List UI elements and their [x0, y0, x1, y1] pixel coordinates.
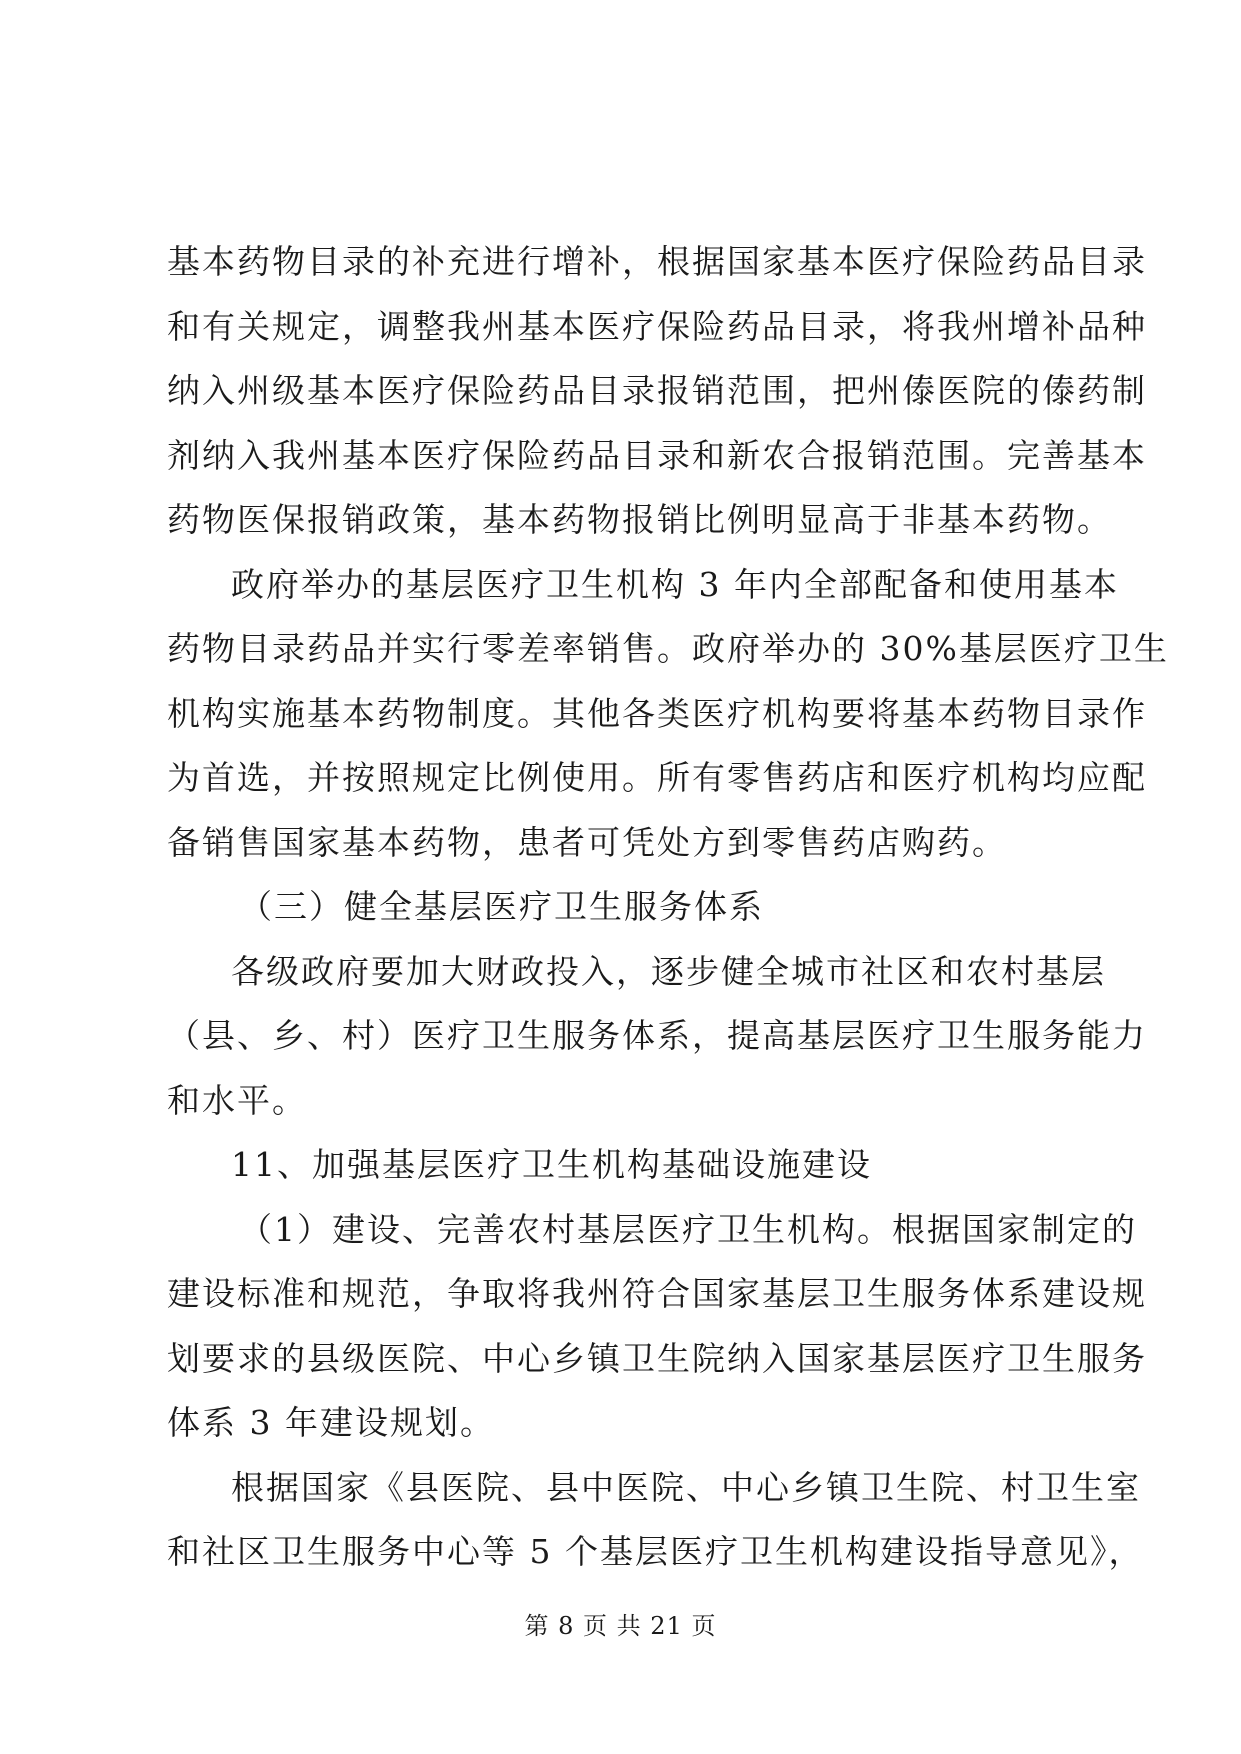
paragraph-3: [167, 940, 1147, 1134]
text-line: 划要求的县级医院、中心乡镇卫生院纳入国家基层医疗卫生服务: [167, 1338, 1147, 1378]
paragraph-5: [167, 1456, 1144, 1585]
text-line: 药物医保报销政策，基本药物报销比例明显高于非基本药物。: [167, 500, 1112, 539]
section-heading: [167, 875, 1087, 940]
text-line: （三）健全基层医疗卫生服务体系: [239, 887, 764, 926]
paragraph-4: [167, 1198, 1147, 1456]
text-line: 基本药物目录的补充进行增补，根据国家基本医疗保险药品目录: [167, 242, 1147, 281]
subsection-heading: [167, 1133, 1087, 1198]
document-body: [167, 230, 1169, 1585]
text-line: 纳入州级基本医疗保险药品目录报销范围，把州傣医院的傣药制: [167, 371, 1147, 410]
text-line: 和有关规定，调整我州基本医疗保险药品目录，将我州增补品种: [167, 306, 1147, 346]
text-line: 和社区卫生服务中心等 5 个基层医疗卫生机构建设指导意见》，: [167, 1532, 1144, 1571]
text-line: 各级政府要加大财政投入，逐步健全城市社区和农村基层: [231, 951, 1106, 991]
text-line: 和水平。: [167, 1080, 307, 1120]
paragraph-2: [167, 553, 1169, 876]
text-line: 为首选，并按照规定比例使用。所有零售药店和医疗机构均应配: [167, 758, 1147, 797]
text-line: 药物目录药品并实行零差率销售。政府举办的 30%基层医疗卫生: [167, 629, 1169, 668]
text-line: 备销售国家基本药物，患者可凭处方到零售药店购药。: [167, 822, 1007, 862]
page-number-footer: 第 8 页 共 21 页: [524, 1612, 717, 1640]
text-line: 政府举办的基层医疗卫生机构 3 年内全部配备和使用基本: [231, 564, 1119, 604]
text-line: 机构实施基本药物制度。其他各类医疗机构要将基本药物目录作: [167, 693, 1147, 733]
text-line: 根据国家《县医院、县中医院、中心乡镇卫生院、村卫生室: [231, 1467, 1141, 1507]
text-line: （1）建设、完善农村基层医疗卫生机构。根据国家制定的: [239, 1209, 1137, 1249]
paragraph-1: [167, 230, 1147, 553]
text-line: 剂纳入我州基本医疗保险药品目录和新农合报销范围。完善基本: [167, 435, 1147, 475]
text-line: 建设标准和规范，争取将我州符合国家基层卫生服务体系建设规: [167, 1274, 1147, 1313]
text-line: 体系 3 年建设规划。: [167, 1403, 495, 1442]
text-line: 11、加强基层医疗卫生机构基础设施建设: [231, 1145, 872, 1184]
text-line: （县、乡、村）医疗卫生服务体系，提高基层医疗卫生服务能力: [167, 1016, 1147, 1055]
